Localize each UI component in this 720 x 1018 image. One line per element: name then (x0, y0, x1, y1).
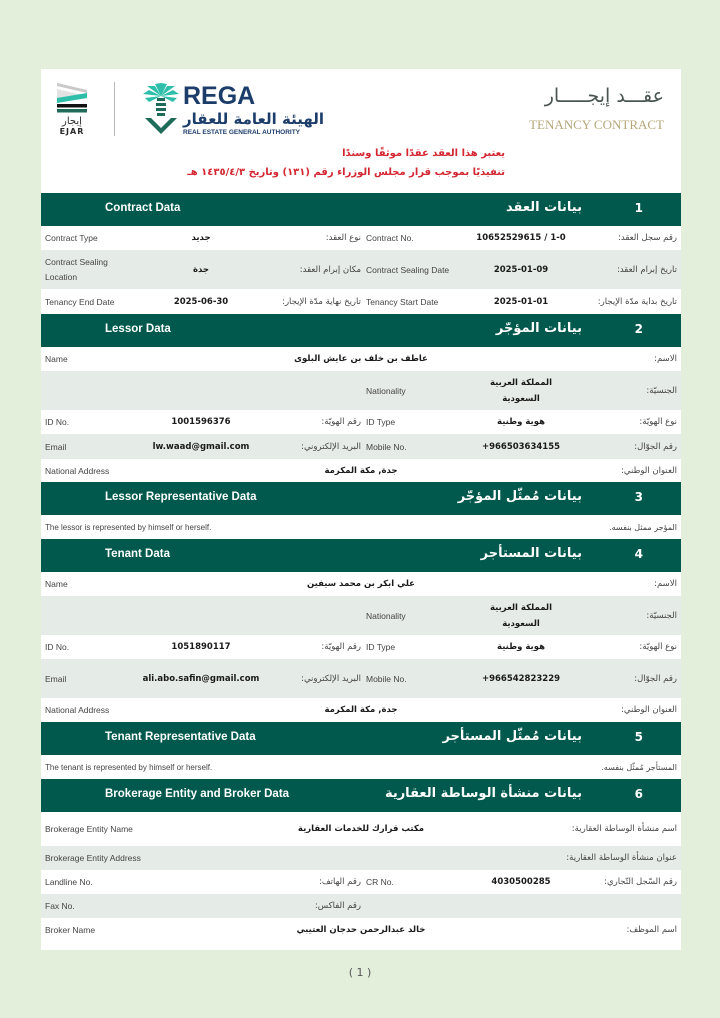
tenant-address-value: جدة, مكة المكرمة (324, 705, 398, 715)
lessor-name-value: عاطف بن خلف بن عايش البلوى (294, 354, 428, 364)
tenant-rep-note-en: The tenant is represented by himself or herself. (45, 762, 213, 772)
section-header-brokerage (41, 779, 681, 812)
lessor-rep-note-en: The lessor is represented by himself or herself. (45, 522, 212, 532)
table-row (41, 894, 681, 918)
lessor-id-value: 1001596376 (171, 417, 231, 427)
tenant-email-value: ali.abo.safin@gmail.com (142, 673, 260, 684)
fax-label-ar: رقم الفاكس: (314, 901, 361, 911)
table-row (41, 812, 681, 846)
section-header-tenant (41, 539, 681, 572)
broker-name-label-en: Broker Name (45, 925, 96, 935)
section-header-contract (41, 193, 681, 226)
table-row (41, 572, 681, 596)
table-row (41, 250, 681, 289)
table-row (41, 459, 681, 482)
sealing-date-value: 2025-01-09 (493, 264, 549, 275)
lessor-nationality-label-ar: الجنسيّة: (646, 385, 677, 396)
entity-name-label-ar: اسم منشأة الوساطة العقارية: (571, 824, 677, 834)
section-number: 2 (634, 322, 643, 336)
tenant-id-label-en: ID No. (45, 642, 70, 652)
tenant-email-label-ar: البريد الإلكتروني: (301, 673, 361, 684)
table-row (41, 635, 681, 659)
tenant-mobile-label-en: Mobile No. (366, 673, 407, 684)
section-number: 4 (634, 547, 643, 561)
lessor-mobile-label-en: Mobile No. (366, 441, 407, 452)
tenant-mobile-value: +966542823229 (481, 673, 561, 684)
legal-notice-line1: يعتبر هذا العقد عقدًا موثقًا وسندًا (342, 148, 505, 159)
ejar-arabic-text: إيجار (62, 116, 82, 127)
tenant-email-label-en: Email (45, 673, 67, 684)
tenant-nationality-value: المملكة العربية السعودية (489, 602, 553, 629)
table-row (41, 226, 681, 250)
table-row (41, 846, 681, 870)
entity-address-label-en: Brokerage Entity Address (45, 853, 141, 863)
lessor-id-label-ar: رقم الهويّة: (321, 417, 361, 427)
lessor-address-label-ar: العنوان الوطني: (621, 465, 677, 476)
lessor-idtype-value: هوية وطنية (497, 417, 545, 427)
entity-address-label-ar: عنوان منشأة الوساطة العقارية: (566, 853, 677, 863)
lessor-mobile-label-ar: رقم الجوّال: (634, 441, 677, 452)
section-title-en: Brokerage Entity and Broker Data (105, 788, 290, 800)
section-title-en: Lessor Representative Data (105, 491, 257, 503)
start-date-label-ar: تاريخ بداية مدّة الإيجار: (597, 296, 677, 307)
tenant-nationality-label-en: Nationality (366, 610, 406, 621)
entity-name-label-en: Brokerage Entity Name (45, 824, 133, 834)
sealing-date-label-en: Contract Sealing Date (366, 264, 450, 275)
tenant-idtype-label-en: ID Type (366, 642, 396, 652)
table-row (41, 596, 681, 635)
tenant-name-value: علي ابكر بن محمد سيفين (307, 579, 415, 589)
section-title-ar: بيانات مُمثّل المؤجّر (457, 489, 582, 504)
sealing-location-label-ar: مكان إبرام العقد: (299, 264, 361, 275)
document-header (41, 69, 681, 193)
cr-value: 4030500285 (491, 877, 551, 887)
contract-type-label-en: Contract Type (45, 233, 98, 243)
ejar-logo (54, 81, 90, 136)
section-title-en: Contract Data (105, 202, 181, 214)
contract-page (41, 69, 681, 950)
lessor-name-label-ar: الاسم: (654, 354, 677, 364)
table-row (41, 698, 681, 722)
section-title-en: Tenant Data (105, 548, 170, 560)
lessor-email-value: lw.waad@gmail.com (152, 441, 250, 452)
sealing-location-label-en: Contract Sealing Location (45, 256, 108, 282)
rega-title: REGA (183, 82, 256, 110)
sealing-date-label-ar: تاريخ إبرام العقد: (616, 264, 677, 275)
table-row (41, 659, 681, 698)
section-header-tenant-rep (41, 722, 681, 755)
lessor-mobile-value: +966503634155 (481, 441, 561, 452)
tenant-nationality-label-ar: الجنسيّة: (646, 610, 677, 621)
table-row (41, 870, 681, 894)
table-row (41, 347, 681, 371)
section-header-lessor (41, 314, 681, 347)
start-date-value: 2025-01-01 (493, 296, 549, 307)
table-row (41, 289, 681, 314)
end-date-value: 2025-06-30 (173, 296, 229, 307)
table-row (41, 515, 681, 539)
table-row (41, 434, 681, 459)
tenant-id-value: 1051890117 (171, 642, 231, 652)
lessor-nationality-value: المملكة العربية السعودية (489, 377, 553, 404)
legal-notice (187, 144, 505, 182)
rega-english-name: REAL ESTATE GENERAL AUTHORITY (183, 129, 301, 136)
section-title-ar: بيانات مُمثّل المستأجر (442, 729, 582, 744)
tenant-idtype-value: هوية وطنية (497, 642, 545, 652)
tenant-idtype-label-ar: نوع الهويّة: (639, 642, 677, 652)
end-date-label-ar: تاريخ نهاية مدّة الإيجار: (282, 296, 361, 307)
end-date-label-en: Tenancy End Date (45, 296, 115, 307)
tenant-address-label-en: National Address (45, 705, 110, 715)
lessor-name-label-en: Name (45, 354, 68, 364)
legal-notice-line2: تنفيذيًا بموجب قرار مجلس الوزراء رقم (١٣١) وتاريخ ١٤٣٥/٤/٣ هـ (187, 167, 505, 178)
section-number: 1 (634, 201, 643, 215)
fax-label-en: Fax No. (45, 901, 75, 911)
tenant-rep-note-ar: المستأجر مُمثّل بنفسه. (601, 762, 677, 772)
contract-type-label-ar: نوع العقد: (325, 233, 361, 243)
tenant-id-label-ar: رقم الهويّة: (321, 642, 361, 652)
page-number: ( 1 ) (348, 966, 372, 979)
cr-label-en: CR No. (366, 877, 394, 887)
start-date-label-en: Tenancy Start Date (366, 296, 439, 307)
table-row (41, 410, 681, 434)
landline-label-ar: رقم الهاتف: (318, 877, 361, 887)
sealing-location-value: جدة (192, 264, 210, 275)
rega-palm-icon (141, 82, 181, 136)
tenant-mobile-label-ar: رقم الجوّال: (634, 673, 677, 684)
logo-divider (114, 82, 115, 136)
contract-type-value: جديد (191, 233, 211, 243)
broker-name-label-ar: اسم الموظف: (626, 925, 677, 935)
document-title-arabic: عقـــد إيجـــــار (544, 85, 664, 107)
tenant-name-label-en: Name (45, 579, 68, 589)
lessor-email-label-ar: البريد الإلكتروني: (301, 441, 361, 452)
lessor-nationality-label-en: Nationality (366, 385, 406, 396)
section-title-ar: بيانات المستأجر (480, 546, 582, 561)
section-number: 6 (634, 787, 643, 801)
ejar-chevron-icon (55, 81, 89, 115)
lessor-id-label-en: ID No. (45, 417, 70, 427)
section-title-en: Tenant Representative Data (105, 731, 256, 743)
broker-name-value: خالد عبدالرحمن حدجان العتيبي (296, 925, 426, 935)
lessor-rep-note-ar: المؤجر ممثل بنفسه. (609, 522, 677, 532)
table-row (41, 918, 681, 942)
section-number: 3 (634, 490, 643, 504)
contract-no-label-en: Contract No. (366, 233, 414, 243)
section-header-lessor-rep (41, 482, 681, 515)
tenant-address-label-ar: العنوان الوطني: (621, 705, 677, 715)
rega-arabic-name: الهيئة العامة للعقار (183, 110, 325, 128)
section-title-ar: بيانات منشأة الوساطة العقارية (384, 786, 582, 801)
lessor-idtype-label-ar: نوع الهويّة: (639, 417, 677, 427)
lessor-address-value: جدة, مكة المكرمة (324, 465, 398, 476)
lessor-idtype-label-en: ID Type (366, 417, 396, 427)
document-title-english: TENANCY CONTRACT (529, 117, 664, 132)
lessor-email-label-en: Email (45, 441, 67, 452)
section-number: 5 (634, 730, 643, 744)
contract-no-label-ar: رقم سجل العقد: (618, 233, 677, 243)
lessor-address-label-en: National Address (45, 465, 110, 476)
section-title-ar: بيانات المؤجّر (495, 321, 582, 336)
entity-name-value: مكتب قرارك للخدمات العقارية (297, 824, 425, 834)
table-row (41, 755, 681, 779)
table-row (41, 371, 681, 410)
section-title-ar: بيانات العقد (506, 200, 582, 215)
tenant-name-label-ar: الاسم: (654, 579, 677, 589)
section-title-en: Lessor Data (105, 323, 171, 335)
contract-no-value: 10652529615 / 1-0 (476, 233, 566, 243)
ejar-english-text: EJAR (59, 127, 85, 136)
landline-label-en: Landline No. (45, 877, 93, 887)
cr-label-ar: رقم السّجل التّجاري: (604, 877, 677, 887)
